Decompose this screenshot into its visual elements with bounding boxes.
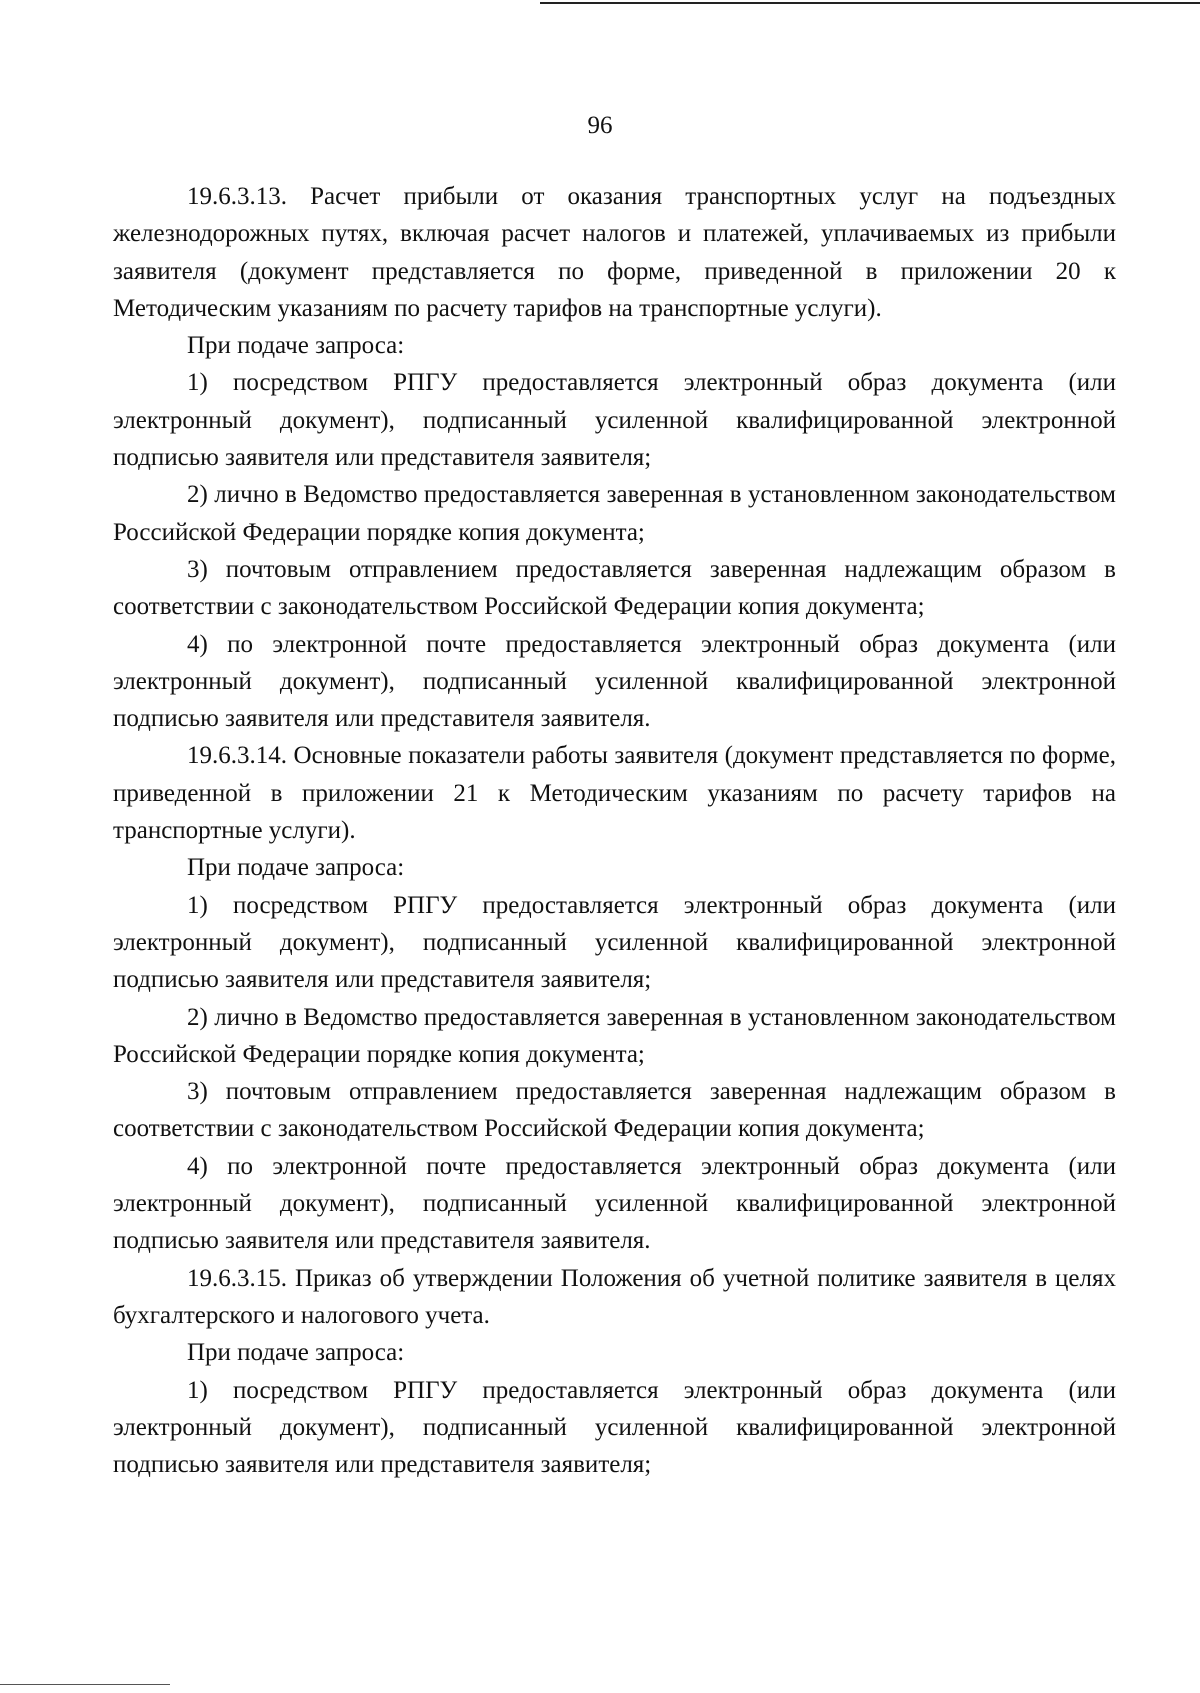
scan-edge-line-top — [540, 2, 1200, 4]
paragraph-19-6-3-15: 19.6.3.15. Приказ об утверждении Положения об учетной политике заявителя в целях бухгалтерского и налогового учета. — [113, 1264, 1116, 1329]
paragraph-request-intro: При подаче запроса: — [187, 1339, 405, 1367]
paragraph-item-4-email: 4) по электронной почте предоставляется электронный образ документа (или электронный документ), подписанный усиленной квалифицированной электронной подписью заявителя или представителя заявителя. — [113, 630, 1116, 733]
paragraph-request-intro: При подаче запроса: — [187, 332, 405, 360]
paragraph-item-1-rpgu: 1) посредством РПГУ предоставляется электронный образ документа (или электронный документ), подписанный усиленной квалифицированной электронной подписью заявителя или представителя заявителя; — [113, 891, 1116, 994]
scan-edge-line-bottom — [0, 1684, 170, 1685]
paragraph-item-4-email: 4) по электронной почте предоставляется электронный образ документа (или электронный документ), подписанный усиленной квалифицированной электронной подписью заявителя или представителя заявителя. — [113, 1152, 1116, 1255]
paragraph-item-1-rpgu: 1) посредством РПГУ предоставляется электронный образ документа (или электронный документ), подписанный усиленной квалифицированной электронной подписью заявителя или представителя заявителя; — [113, 1376, 1116, 1479]
paragraph-19-6-3-14: 19.6.3.14. Основные показатели работы заявителя (документ представляется по форме, приведенной в приложении 21 к Методическим указаниям по расчету тарифов на транспортные услуги). — [113, 742, 1116, 845]
document-body — [113, 178, 1116, 1483]
paragraph-request-intro: При подаче запроса: — [187, 854, 405, 882]
paragraph-item-3-post: 3) почтовым отправлением предоставляется заверенная надлежащим образом в соответствии с законодательством Российской Федерации копия документа; — [113, 1078, 1116, 1143]
paragraph-item-2-in-person: 2) лично в Ведомство предоставляется заверенная в установленном законодательством Российской Федерации порядке копия документа; — [113, 1003, 1116, 1068]
paragraph-item-1-rpgu: 1) посредством РПГУ предоставляется электронный образ документа (или электронный документ), подписанный усиленной квалифицированной электронной подписью заявителя или представителя заявителя; — [113, 369, 1116, 472]
paragraph-item-2-in-person: 2) лично в Ведомство предоставляется заверенная в установленном законодательством Российской Федерации порядке копия документа; — [113, 481, 1116, 546]
paragraph-item-3-post: 3) почтовым отправлением предоставляется заверенная надлежащим образом в соответствии с законодательством Российской Федерации копия документа; — [113, 555, 1116, 621]
page-number: 96 — [587, 112, 613, 139]
paragraph-19-6-3-13: 19.6.3.13. Расчет прибыли от оказания транспортных услуг на подъездных железнодорожных путях, включая расчет налогов и платежей, уплачиваемых из прибыли заявителя (документ представляется по форме, приведенной в приложении 20 к Методическим указаниям по расчету тарифов на транспортные услуги). — [113, 183, 1116, 322]
